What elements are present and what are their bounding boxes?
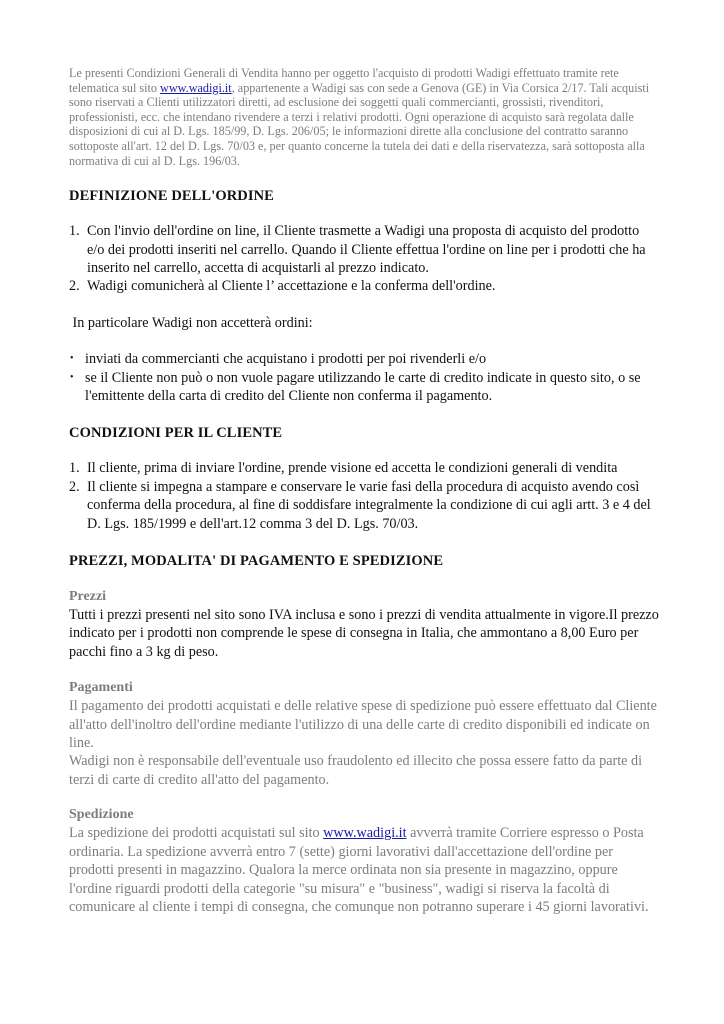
spedizione-title: Spedizione <box>69 807 134 823</box>
list-number: 1. <box>69 223 80 240</box>
list-number: 2. <box>69 478 80 495</box>
wadigi-link[interactable]: www.wadigi.it <box>160 80 232 95</box>
spedizione-text <box>69 824 659 916</box>
condizioni-list-item <box>69 459 659 477</box>
wadigi-link-spedizione[interactable]: www.wadigi.it <box>323 825 407 842</box>
list-number: 2. <box>69 278 80 295</box>
bullet-item <box>69 369 659 406</box>
pagamenti-text: Il pagamento dei prodotti acquistati e delle relative spese di spedizione può essere effettuato dal Cliente all'atto dell'inoltro dell'ordine mediante l'utilizzo di una delle carte di credito disponibili ed indicate on line. <box>69 698 657 752</box>
document-page <box>69 66 659 916</box>
bullet-item <box>69 350 659 368</box>
heading-condizioni-cliente: CONDIZIONI PER IL CLIENTE <box>69 425 283 442</box>
bullet-text: se il Cliente non può o non vuole pagare utilizzando le carte di credito indicate in questo sito, o se l'emittente della carta di credito del Cliente non conferma il pagamento. <box>85 369 641 404</box>
bullet-text: inviati da commercianti che acquistano i prodotti per poi rivenderli e/o <box>85 351 487 368</box>
spedizione-text-end: avverrà tramite Corriere espresso o Posta ordinaria. La spedizione avverrà entro 7 (sette) giorni lavorativi dall'accettazione dell'ordine per prodotti presenti in magazzino. Qualora la merce ordinata non sia presente in magazzino, oppure l'ordine riguardi prodotti della categorie "su misura" e "business", wadigi si riserva la facoltà di comunicare al cliente i tempi di consegna, che comunque non potranno superare i 45 giorni lavorativi. <box>69 825 649 915</box>
list-item-text: Il cliente, prima di inviare l'ordine, prende visione ed accetta le condizioni generali di vendita <box>87 460 618 477</box>
list-item-text: Con l'invio dell'ordine on line, il Cliente trasmette a Wadigi una proposta di acquisto del prodotto e/o dei prodotti inseriti nel carrello. Quando il Cliente effettua l'ordine on line per i prodotti che ha inserito nel carrello, accetta di acquistarli al prezzo indicato. <box>87 223 646 276</box>
condizioni-list-item <box>69 478 659 533</box>
heading-prezzi-pagamento-spedizione: PREZZI, MODALITA' DI PAGAMENTO E SPEDIZIONE <box>69 553 444 570</box>
prezzi-title: Prezzi <box>69 589 107 605</box>
rejected-orders-list <box>69 350 659 405</box>
bullet-icon: • <box>70 353 74 365</box>
bullet-icon: • <box>70 371 74 383</box>
condizioni-list <box>69 459 659 533</box>
ordine-list-item <box>69 277 659 295</box>
intro-text-start: Le presenti Condizioni Generali di Vendita hanno per oggetto l'acquisto di prodotti Wadigi effettuato tramite rete telematica sul sito <box>69 66 619 95</box>
ordine-list-item <box>69 222 659 277</box>
intro-paragraph <box>69 66 659 168</box>
heading-definizione-ordine: DEFINIZIONE DELL'ORDINE <box>69 188 274 205</box>
intro-text-end: , appartenente a Wadigi sas con sede a Genova (GE) in Via Corsica 2/17. Tali acquisti sono riservati a Clienti utilizzatori diretti, ad esclusione dei soggetti quali commercianti, grossisti, rivenditori, professionisti, ecc. che intendano rivendere a terzi i relativi prodotti. Ogni operazione di acquisto sarà regolata dalle disposizioni di cui al D. Lgs. 185/99, D. Lgs. 206/05; le informazioni dirette alla conclusione del contratto saranno sottoposte all'art. 12 del D. Lgs. 70/03 e, per quanto concerne la tutela dei dati e della riservatezza, sarà sottoposta alla normativa di cui al D. Lgs. 196/03. <box>69 80 650 168</box>
ordine-list <box>69 222 659 296</box>
list-number: 1. <box>69 460 80 477</box>
spedizione-text-start: La spedizione dei prodotti acquistati sul sito <box>69 825 324 842</box>
list-item-text: Il cliente si impegna a stampare e conservare le varie fasi della procedura di acquisto avendo così conferma della procedura, al fine di soddisfare integralmente la condizione di cui agli artt. 3 e 4 del D. Lgs. 185/1999 e dell'art.12 comma 3 del D. Lgs. 70/03. <box>87 478 651 532</box>
pagamenti-text-secondary: Wadigi non è responsabile dell'eventuale uso fraudolento ed illecito che possa essere fatto da parte di terzi di carte di credito all'atto del pagamento. <box>69 753 643 788</box>
prezzi-text: Tutti i prezzi presenti nel sito sono IVA inclusa e sono i prezzi di vendita attualmente in vigore.Il prezzo indicato per i prodotti non comprende le spese di consegna in Italia, che ammontano a 8,00 Euro per pacchi fino a 3 kg di peso. <box>69 607 659 660</box>
non-accettera-note: In particolare Wadigi non accetterà ordini: <box>69 314 313 331</box>
pagamenti-title: Pagamenti <box>69 680 133 696</box>
list-item-text: Wadigi comunicherà al Cliente l’ accettazione e la conferma dell'ordine. <box>87 278 496 295</box>
